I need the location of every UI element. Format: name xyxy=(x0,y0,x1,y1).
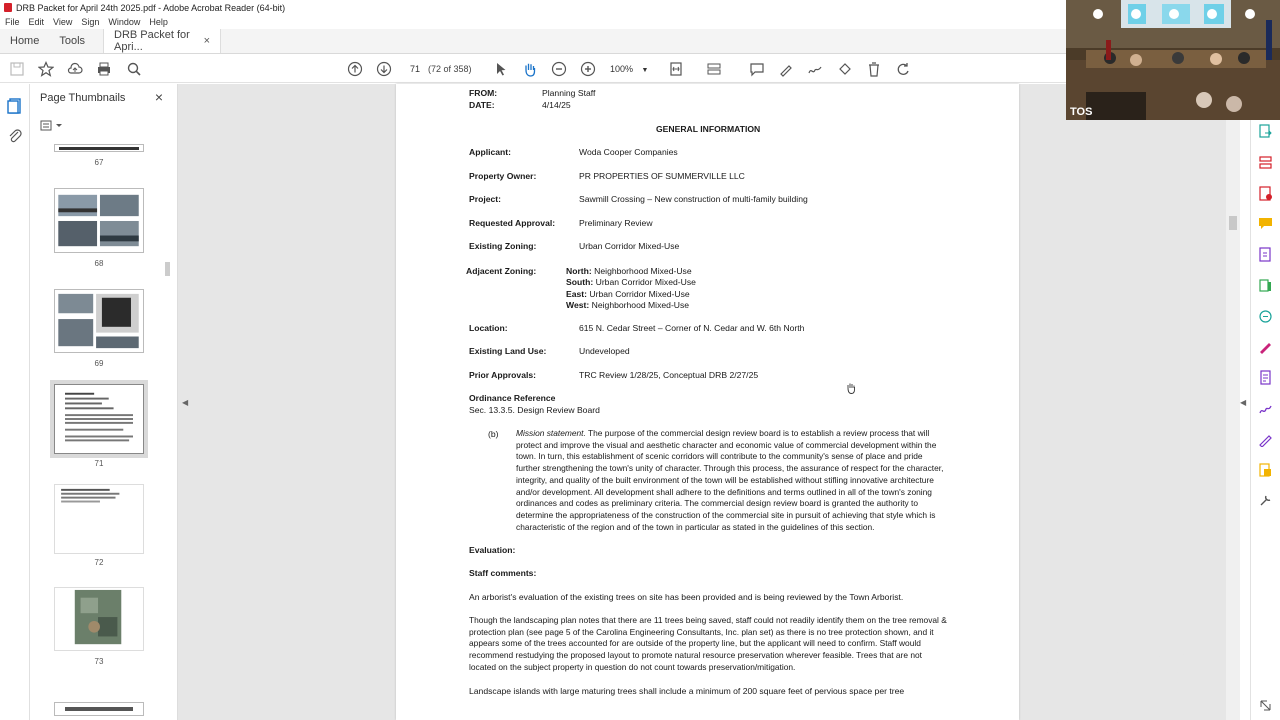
thumbnail-page-label: 71 xyxy=(94,459,104,468)
field-value: Sawmill Crossing – New construction of multi-family building xyxy=(579,194,808,204)
share-file-icon[interactable] xyxy=(1258,463,1273,478)
highlight-pen-icon[interactable] xyxy=(777,60,795,78)
tab-bar xyxy=(0,29,1066,54)
page-thumbnail[interactable] xyxy=(54,484,144,554)
field-label: Project: xyxy=(469,194,501,204)
window-titlebar xyxy=(0,0,1066,15)
comment-icon[interactable] xyxy=(748,60,766,78)
right-tools-pane xyxy=(1250,120,1280,720)
from-value: Planning Staff xyxy=(542,88,596,98)
menu-help[interactable]: Help xyxy=(149,16,168,27)
organize-pages-icon[interactable] xyxy=(1258,155,1273,170)
zoom-in-icon[interactable] xyxy=(579,60,597,78)
delete-icon[interactable] xyxy=(865,60,883,78)
collapse-left-icon[interactable]: ◀ xyxy=(182,398,189,407)
landscaping-line: appears some of the trees accounted for are outside of the property line, but the applicant will need to confirm. Staff would xyxy=(469,638,921,649)
protect-icon[interactable] xyxy=(1258,370,1273,385)
participant-name: TOS xyxy=(1070,106,1093,118)
landscaping-line: Though the landscaping plan notes that there are 11 trees being saved, staff could not readily identify them on the tree removal & xyxy=(469,615,947,625)
adjacent-direction: East: xyxy=(566,289,588,299)
select-cursor-icon[interactable] xyxy=(492,60,510,78)
mission-line: ordinances and codes as preliminary criteria. The commercial design review board is granted the authority to xyxy=(516,498,919,509)
field-label: Applicant: xyxy=(469,147,512,157)
mission-line: determine the appropriateness of the construction of the commercial site in pursuit of achieving that style which is xyxy=(516,509,936,520)
star-icon[interactable] xyxy=(37,60,55,78)
adjacent-value: Urban Corridor Mixed-Use xyxy=(589,289,690,299)
thumbnail-graphic xyxy=(59,147,139,150)
mission-statement xyxy=(516,428,946,533)
page-thumbnail[interactable] xyxy=(54,188,144,253)
previous-page-icon[interactable] xyxy=(346,60,364,78)
menu-sign[interactable]: Sign xyxy=(81,16,100,27)
edit-pdf-icon[interactable] xyxy=(1258,278,1273,293)
landscaping-line: recommend restudying the proposed layout to promote natural resource preservation wherever feasible. Trees that are not xyxy=(469,650,922,661)
create-pdf-icon[interactable] xyxy=(1258,186,1273,201)
upload-cloud-icon[interactable] xyxy=(66,60,84,78)
left-navigation-rail xyxy=(0,84,30,720)
thumbnail-graphic xyxy=(55,290,143,352)
thumbnail-graphic xyxy=(55,385,143,453)
export-pdf-icon[interactable] xyxy=(1258,124,1273,139)
evaluation-label: Evaluation: xyxy=(469,545,516,555)
next-page-icon[interactable] xyxy=(375,60,393,78)
mission-line: further strengthening the town's unity of character. Through this process, the assurance of respect for the character, xyxy=(516,463,944,474)
mission-line: and/or development. All development shall adhere to the definitions and terms outlined in all of the town's zoning xyxy=(516,486,932,497)
tab-home[interactable]: Home xyxy=(10,35,40,47)
field-value: Urban Corridor Mixed-Use xyxy=(579,241,680,251)
landscaping-comment xyxy=(469,615,949,674)
mission-line: characteristic of the region and of the town in particular as stated in the guidelines of this section. xyxy=(516,521,875,532)
comment-tool-icon[interactable] xyxy=(1258,216,1273,231)
sign-icon[interactable] xyxy=(806,60,824,78)
document-viewer[interactable] xyxy=(178,84,1247,720)
menu-view[interactable]: View xyxy=(53,16,73,27)
menu-window[interactable]: Window xyxy=(108,16,141,27)
field-value: TRC Review 1/28/25, Conceptual DRB 2/27/25 xyxy=(579,370,759,380)
request-signatures-icon[interactable] xyxy=(1258,401,1273,416)
field-value: Preliminary Review xyxy=(579,218,653,228)
zoom-watermark: zoom xyxy=(1092,640,1202,684)
date-value: 4/14/25 xyxy=(542,100,571,110)
tab-document-label: DRB Packet for Apri... xyxy=(114,29,190,53)
field-label: Prior Approvals: xyxy=(469,370,537,380)
page-thumbnail[interactable] xyxy=(54,289,144,353)
thumbnail-graphic xyxy=(55,189,143,252)
landscaping-line: protection plan (see page 5 of the Carolina Engineering Consultants, Inc. plan set) as there is no tree protection shown, and it xyxy=(469,626,934,637)
panel-title: Page Thumbnails xyxy=(40,92,126,104)
scan-ocr-icon[interactable] xyxy=(1258,309,1273,324)
field-label: Location: xyxy=(469,323,508,333)
thumbnail-page-label: 72 xyxy=(94,558,104,567)
adjacent-zoning-label: Adjacent Zoning: xyxy=(466,266,537,276)
adjacent-value: Neighborhood Mixed-Use xyxy=(591,300,690,310)
collapse-right-icon[interactable]: ◀ xyxy=(1240,398,1247,407)
stamp-icon[interactable] xyxy=(836,60,854,78)
more-tools-icon[interactable] xyxy=(1258,493,1273,508)
mission-line: integrity, and quality of the built environment of the town will be established without stifling innovative architecture xyxy=(516,474,934,485)
menu-edit[interactable]: Edit xyxy=(28,16,45,27)
page-count: (72 of 358) xyxy=(428,64,472,74)
zoom-level-value: 100% xyxy=(610,64,634,74)
attachment-icon[interactable] xyxy=(7,128,23,144)
meeting-room-video xyxy=(1066,0,1280,120)
tab-close-icon[interactable]: × xyxy=(203,35,211,47)
adjacent-value: Neighborhood Mixed-Use xyxy=(594,266,692,276)
combine-files-icon[interactable] xyxy=(1258,247,1273,262)
field-value: 615 N. Cedar Street – Corner of N. Cedar and W. 6th North xyxy=(579,323,805,333)
field-value: PR PROPERTIES OF SUMMERVILLE LLC xyxy=(579,171,745,181)
mission-line: town. In turn, this establishment of scenic corridors will contribute to the community's sense of place and pride xyxy=(516,451,923,462)
landscape-islands-comment: Landscape islands with large maturing trees shall include a minimum of 200 square feet of pervious space per tree xyxy=(469,686,905,696)
date-label: DATE: xyxy=(469,100,495,110)
mission-marker: (b) xyxy=(488,429,499,439)
thumbnail-page-label: 67 xyxy=(94,158,104,167)
field-label: Existing Land Use: xyxy=(469,346,547,356)
adjacent-direction: North: xyxy=(566,266,592,276)
field-label: Requested Approval: xyxy=(469,218,556,228)
ordinance-value: Sec. 13.3.5. Design Review Board xyxy=(469,405,600,415)
main-toolbar xyxy=(0,55,1066,83)
landscaping-line: located on the subject property in question do not count towards preservation/mitigation. xyxy=(469,661,796,672)
scroll-mode-icon[interactable] xyxy=(705,60,723,78)
thumbnail-graphic xyxy=(55,588,143,650)
thumbnail-page-label: 73 xyxy=(94,657,104,666)
thumbnail-page-label: 69 xyxy=(94,359,104,368)
page-thumbnails-panel xyxy=(30,84,178,720)
acrobat-icon xyxy=(4,3,12,12)
close-panel-icon[interactable]: × xyxy=(154,89,163,105)
menu-file[interactable]: File xyxy=(5,16,20,27)
thumbnail-scrollbar[interactable] xyxy=(164,144,170,708)
page-thumbnail[interactable] xyxy=(54,587,144,651)
hand-tool-icon[interactable] xyxy=(521,60,539,78)
arborist-comment: An arborist's evaluation of the existing trees on site has been provided and is being reviewed by the Town Arborist. xyxy=(469,592,904,602)
mission-title: Mission statement. xyxy=(516,428,586,438)
document-scrollbar[interactable] xyxy=(1226,120,1240,720)
hand-cursor-icon xyxy=(845,382,857,394)
ordinance-label: Ordinance Reference xyxy=(469,393,556,403)
page-thumbnails-icon[interactable] xyxy=(7,98,23,114)
field-label: Existing Zoning: xyxy=(469,241,537,251)
tab-document[interactable] xyxy=(103,29,221,53)
field-value: Undeveloped xyxy=(579,346,630,356)
from-label: FROM: xyxy=(469,88,498,98)
thumbnail-options-icon[interactable] xyxy=(40,120,64,132)
section-heading: GENERAL INFORMATION xyxy=(656,124,761,134)
adjacent-direction: West: xyxy=(566,300,590,310)
fit-page-icon[interactable] xyxy=(667,60,685,78)
mission-line: protect and improve the visual and aesthetic character and economic value of commercial development within the xyxy=(516,439,937,450)
window-title: DRB Packet for April 24th 2025.pdf - Adobe Acrobat Reader (64-bit) xyxy=(16,2,286,13)
staff-comments-label: Staff comments: xyxy=(469,568,537,578)
rotate-icon[interactable] xyxy=(894,60,912,78)
pdf-page xyxy=(396,84,1019,720)
mission-line: The purpose of the commercial design review board is to establish a review process that will xyxy=(585,428,930,438)
menu-bar xyxy=(0,15,1066,28)
thumbnail-page-label: 68 xyxy=(94,259,104,268)
expand-pane-icon[interactable] xyxy=(1258,698,1273,713)
scrollbar-thumb[interactable] xyxy=(165,262,170,276)
zoom-video-tile[interactable] xyxy=(1066,0,1280,120)
adjacent-direction: South: xyxy=(566,277,594,287)
zoom-out-icon[interactable] xyxy=(550,60,568,78)
send-review-icon[interactable] xyxy=(1258,432,1273,447)
print-icon[interactable] xyxy=(95,60,113,78)
fill-sign-icon[interactable] xyxy=(1258,339,1273,354)
save-icon[interactable] xyxy=(8,60,26,78)
page-thumbnail[interactable] xyxy=(54,144,144,152)
thumbnail-graphic xyxy=(65,707,133,711)
zoom-level-dropdown[interactable] xyxy=(610,62,652,76)
page-thumbnail-selected[interactable] xyxy=(54,384,144,454)
search-icon[interactable] xyxy=(125,60,143,78)
scrollbar-thumb[interactable] xyxy=(1229,216,1237,230)
page-number-input[interactable]: 71 xyxy=(409,64,420,74)
field-label: Property Owner: xyxy=(469,171,537,181)
chevron-down-icon: ▼ xyxy=(641,67,649,74)
page-thumbnail[interactable] xyxy=(54,702,144,716)
tab-tools[interactable]: Tools xyxy=(59,35,86,47)
field-value: Woda Cooper Companies xyxy=(579,147,678,157)
thumbnail-graphic xyxy=(55,485,143,553)
adjacent-value: Urban Corridor Mixed-Use xyxy=(595,277,696,287)
